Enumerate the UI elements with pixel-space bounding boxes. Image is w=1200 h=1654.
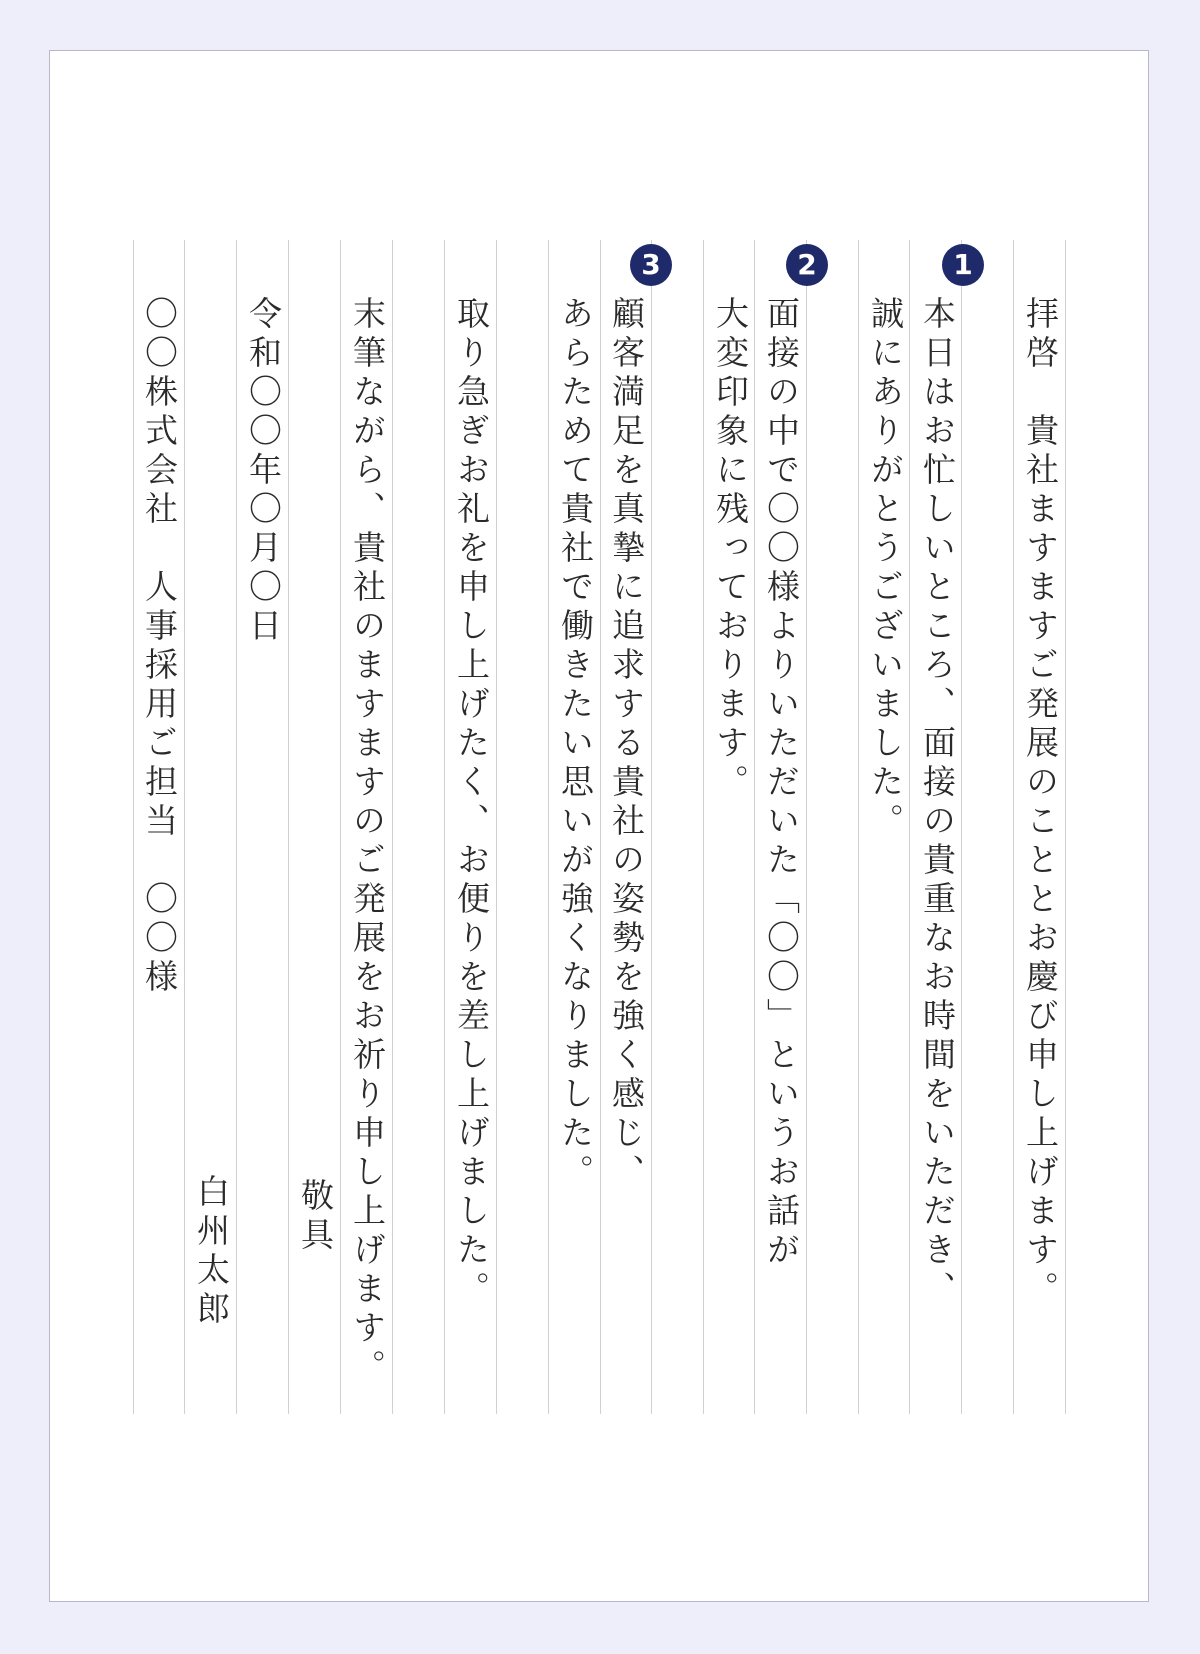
closing-line-1: 取り急ぎお礼を申し上げたく、お便りを差し上げました。 — [452, 296, 491, 1310]
rule-line — [392, 240, 393, 1414]
rule-line — [444, 240, 445, 1414]
rule-line — [496, 240, 497, 1414]
impression-line-1: 面接の中で〇〇様よりいただいた「〇〇」というお話が — [762, 296, 801, 1271]
rule-line — [236, 240, 237, 1414]
rule-line — [340, 240, 341, 1414]
rule-line — [548, 240, 549, 1414]
impression-line-2: 大変印象に残っております。 — [711, 296, 750, 803]
badge-3: 3 — [630, 244, 672, 286]
rule-line — [288, 240, 289, 1414]
keigu: 敬具 — [296, 1178, 335, 1256]
badge-2: 2 — [786, 244, 828, 286]
sender-name: 白州太郎 — [192, 1174, 231, 1330]
rule-line — [1065, 240, 1066, 1414]
thanks-line-2: 誠にありがとうございました。 — [866, 296, 905, 842]
rule-line — [651, 240, 652, 1414]
greeting-line: 拝啓 貴社ますますご発展のこととお慶び申し上げます。 — [1021, 296, 1060, 1310]
rule-line — [1013, 240, 1014, 1414]
closing-line-2: 末筆ながら、貴社のますますのご発展をお祈り申し上げます。 — [348, 296, 387, 1388]
rule-line — [858, 240, 859, 1414]
rule-line — [806, 240, 807, 1414]
badge-1: 1 — [942, 244, 984, 286]
rule-line — [703, 240, 704, 1414]
motivation-line-2: あらためて貴社で働きたい思いが強くなりました。 — [556, 296, 595, 1193]
rule-line — [184, 240, 185, 1414]
recipient: 〇〇株式会社 人事採用ご担当 〇〇様 — [140, 296, 179, 998]
thanks-line-1: 本日はお忙しいところ、面接の貴重なお時間をいただき、 — [918, 296, 957, 1310]
letter-date: 令和〇〇年〇月〇日 — [244, 296, 283, 647]
motivation-line-1: 顧客満足を真摯に追求する貴社の姿勢を強く感じ、 — [607, 296, 646, 1193]
